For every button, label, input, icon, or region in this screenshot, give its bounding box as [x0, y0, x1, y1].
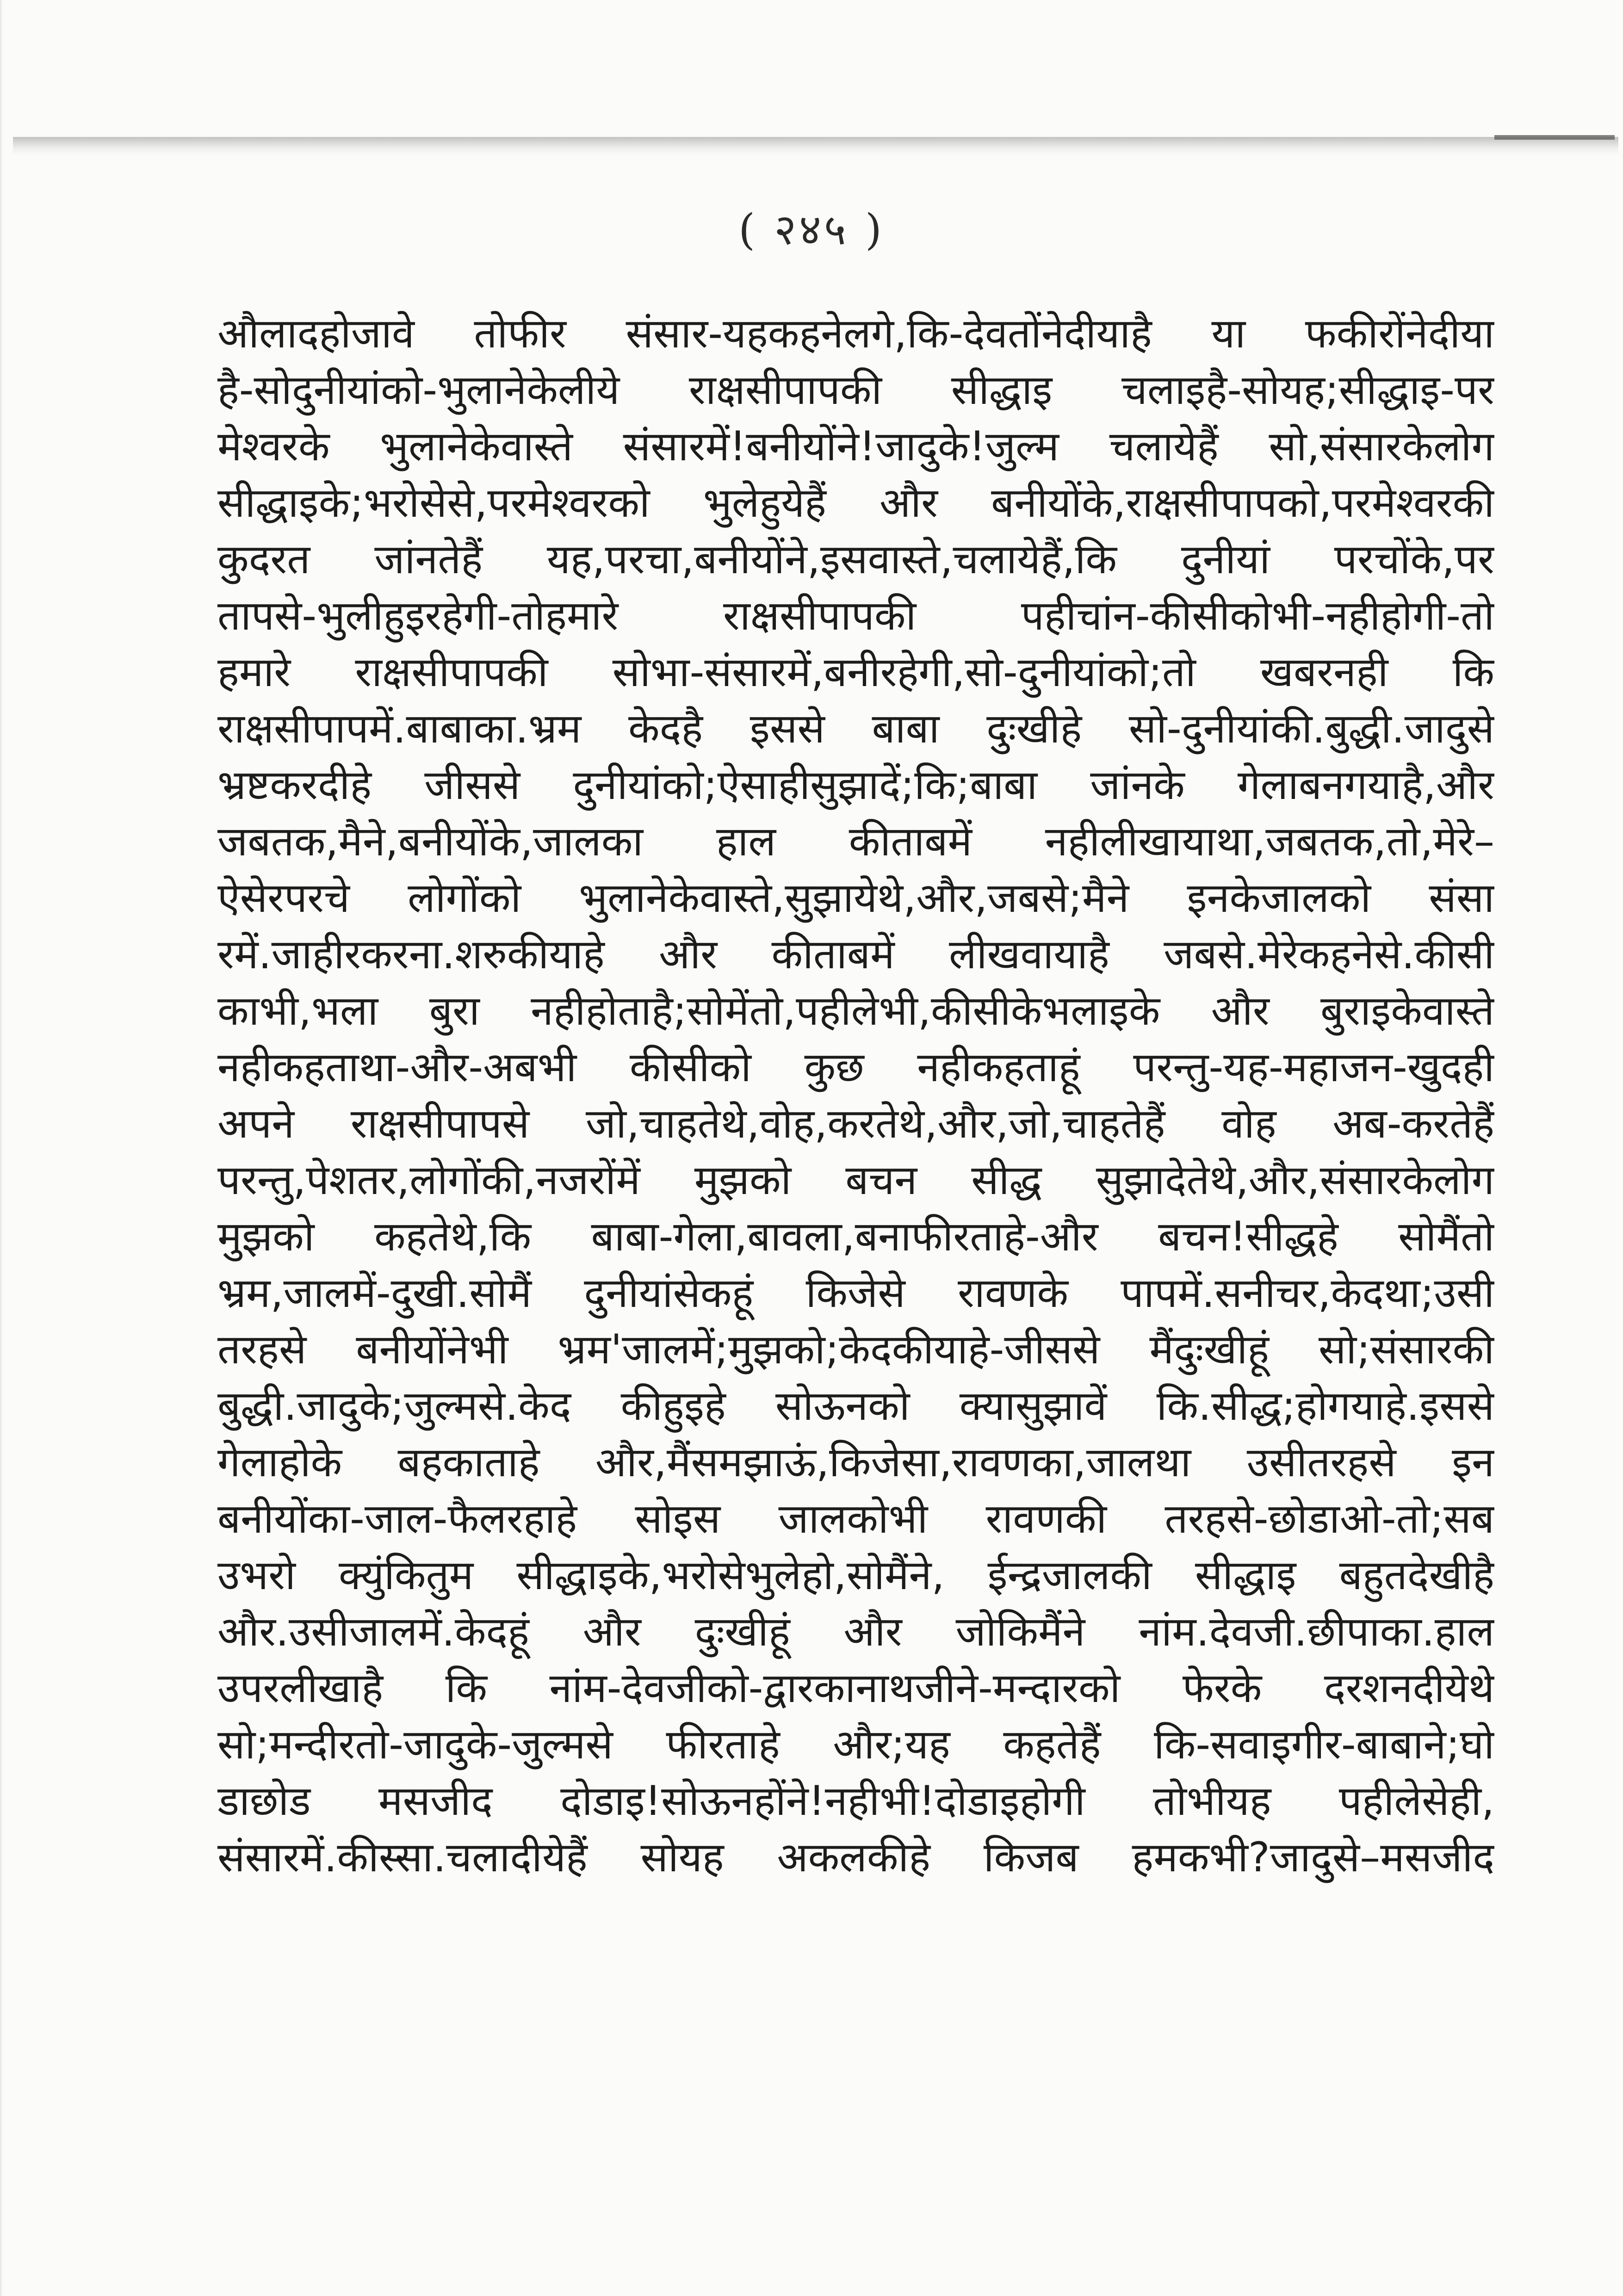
- text-line: गेलाहोके बहकाताहे और,मैंसमझाऊं,किजेसा,रावणका,जालथा उसीतरहसे इन: [217, 1438, 1494, 1486]
- text-line: बुद्धी.जादुके;जुल्मसे.केद कीहुइहे सोऊनको क्यासुझावें कि.सीद्ध;होगयाहे.इससे: [217, 1382, 1494, 1430]
- text-line: काभी,भला बुरा नहीहोताहै;सोमेंतो,पहीलेभी,कीसीकेभलाइके और बुराइकेवास्ते: [217, 987, 1494, 1034]
- text-line: बनीयोंका-जाल-फैलरहाहे सोइस जालकोभी रावणकी तरहसे-छोडाओ-तो;सब: [217, 1495, 1494, 1542]
- text-line: औलादहोजावे तोफीर संसार-यहकहनेलगे,कि-देवतोंनेदीयाहै या फकीरोंनेदीया: [217, 309, 1494, 357]
- text-line: मुझको कहतेथे,कि बाबा-गेला,बावला,बनाफीरताहे-और बचन!सीद्धहे सोमैंतो: [217, 1213, 1494, 1260]
- text-line: डाछोड मसजीद दोडाइ!सोऊनहोंने!नहीभी!दोडाइहोगी तोभीयह पहीलेसेही,: [217, 1777, 1494, 1825]
- body-text: [217, 305, 1494, 1886]
- text-line: भ्रम,जालमें-दुखी.सोमैं दुनीयांसेकहूं किजेसे रावणके पापमें.सनीचर,केदथा;उसी: [217, 1269, 1494, 1317]
- scan-top-band: [13, 137, 1618, 155]
- text-line: भ्रष्टकरदीहे जीससे दुनीयांको;ऐसाहीसुझादें;कि;बाबा जांनके गेलाबनगयाहै,और: [217, 761, 1494, 809]
- text-line: ऐसेरपरचे लोगोंको भुलानेकेवास्ते,सुझायेथे,और,जबसे;मैने इनकेजालको संसा: [217, 874, 1494, 922]
- text-line: राक्षसीपापमें.बाबाका.भ्रम केदहै इससे बाबा दुःखीहे सो-दुनीयांकी.बुद्धी.जादुसे: [217, 705, 1494, 752]
- text-line: जबतक,मैने,बनीयोंके,जालका हाल कीताबमें नहीलीखायाथा,जबतक,तो,मेरे–: [217, 817, 1494, 865]
- text-line: सो;मन्दीरतो-जादुके-जुल्मसे फीरताहे और;यह कहतेहैं कि-सवाइगीर-बाबाने;घो: [217, 1720, 1494, 1768]
- text-line: परन्तु,पेशतर,लोगोंकी,नजरोंमें मुझको बचन सीद्ध सुझादेतेथे,और,संसारकेलोग: [217, 1156, 1494, 1204]
- text-line: नहीकहताथा-और-अबभी कीसीको कुछ नहीकहताहूं परन्तु-यह-महाजन-खुदही: [217, 1043, 1494, 1091]
- text-line: उपरलीखाहै कि नांम-देवजीको-द्वारकानाथजीने-मन्दारको फेरके दरशनदीयेथे: [217, 1664, 1494, 1712]
- text-line: रमें.जाहीरकरना.शरुकीयाहे और कीताबमें लीखवायाहै जबसे.मेरेकहनेसे.कीसी: [217, 930, 1494, 978]
- text-line: तापसे-भुलीहुइरहेगी-तोहमारे राक्षसीपापकी पहीचांन-कीसीकोभी-नहीहोगी-तो: [217, 592, 1494, 639]
- text-line: हमारे राक्षसीपापकी सोभा-संसारमें,बनीरहेगी,सो-दुनीयांको;तो खबरनही कि: [217, 648, 1494, 696]
- text-line: और.उसीजालमें.केदहूं और दुःखीहूं और जोकिमैंने नांम.देवजी.छीपाका.हाल: [217, 1608, 1494, 1655]
- text-line: अपने राक्षसीपापसे जो,चाहतेथे,वोह,करतेथे,और,जो,चाहतेहैं वोह अब-करतेहैं: [217, 1100, 1494, 1147]
- scan-top-band-dark: [1494, 135, 1615, 140]
- page-number: ( २४५ ): [738, 205, 885, 254]
- text-line: कुदरत जांनतेहैं यह,परचा,बनीयोंने,इसवास्ते,चलायेहैं,कि दुनीयां परचोंके,पर: [217, 535, 1494, 583]
- scan-left-edge: [0, 0, 3, 2296]
- text-line: सीद्धाइके;भरोसेसे,परमेश्वरको भुलेहुयेहैं और बनीयोंके,राक्षसीपापको,परमेश्वरकी: [217, 479, 1494, 526]
- text-line: संसारमें.कीस्सा.चलादीयेहैं सोयह अकलकीहे किजब हमकभी?जादुसे–मसजीद: [217, 1833, 1494, 1881]
- text-line: उभरो क्युंकितुम सीद्धाइके,भरोसेभुलेहो,सोमैंने, ईन्द्रजालकी सीद्धाइ बहुतदेखीहै: [217, 1551, 1494, 1599]
- text-line: है-सोदुनीयांको-भुलानेकेलीये राक्षसीपापकी सीद्धाइ चलाइहै-सोयह;सीद्धाइ-पर: [217, 366, 1494, 414]
- text-line: मेश्वरके भुलानेकेवास्ते संसारमें!बनीयोंने!जादुके!जुल्म चलायेहैं सो,संसारकेलोग: [217, 422, 1494, 470]
- text-line: तरहसे बनीयोंनेभी भ्रम'जालमें;मुझको;केदकीयाहे-जीससे मैंदुःखीहूं सो;संसारकी: [217, 1325, 1494, 1373]
